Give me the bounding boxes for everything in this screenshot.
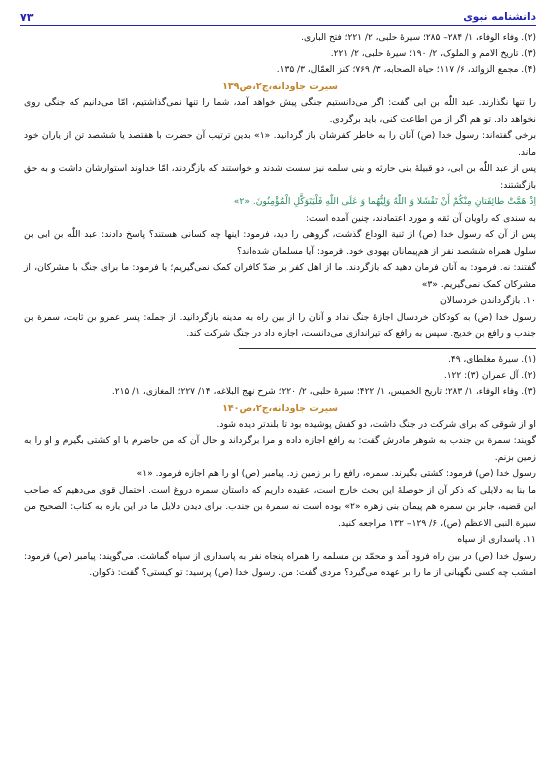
paragraph: پس از عبد اللّٰه بن ابی، دو قبیلهٔ بنی حارثه و بنی سلمه نیز سست شدند و خواستند که بازگردند، امّا خداوند استوارشان داشت و به حق بازگشتند: (24, 163, 536, 191)
header-rule (20, 25, 536, 26)
paragraph: گویند: سمرة بن جندب به شوهر مادرش گفت: به رافع اجازه داده و مرا برگرداند و حال آن که من حاضرم با او کشتی بگیرم و او را به زمین بزنم. (24, 435, 536, 463)
header-title: دانشنامه نبوی (463, 11, 536, 23)
page-body (24, 30, 536, 778)
section-heading: ۱۱. پاسداری از سپاه (457, 534, 536, 545)
page-number: ۷۳ (20, 10, 34, 24)
paragraph: پس از آن که رسول خدا (ص) از ثنیة الوداع گذشت، گروهی را دید، فرمود: اینها چه کسانی هستند؟ پاسخ دادند: عبد اللّٰه بن ابی بن سلول همراه ششصد نفر از هم‌پیمانان یهودی خود. فرمود: آیا مسلمان شده‌اند؟ (24, 229, 536, 257)
section-heading: ۱۰. بازگرداندن خردسالان (440, 295, 536, 306)
paragraph: رسول خدا (ص) فرمود: کشتی بگیرند. سمره، رافع را بر زمین زد. پیامبر (ص) او را هم اجازه فرمود. «۱» (136, 468, 536, 479)
quran-verse: اِذْ هَمَّتْ طائِفَتانِ مِنْکُمْ أَنْ تَفْشَلا وَ اللّٰهُ وَلِیُّهُما وَ عَلَی اللّٰهِ فَلْیَتَوَکَّلِ الْمُؤْمِنُونَ. «۲» (233, 196, 536, 207)
paragraph: رسول خدا (ص) به کودکان خردسال اجازهٔ جنگ نداد و آنان را از بین راه به مدینه بازگردانید. از جمله: پسر عمرو بن ثابت، سمرة بن جندب و رافع بن خدیج. سپس به رافع که تیراندازی می‌دانست، اجازه داد در جنگ شرکت کند. (24, 311, 536, 339)
top-footnote: (۴). مجمع الزوائد، ۶/ ۱۱۷؛ حیاة الصحابه، ۳/ ۷۶۹؛ کنز العمّال، ۳/ ۱۳۵. (276, 65, 536, 75)
footnote: (۲). آل عمران (۳): ۱۲۲. (443, 370, 536, 381)
top-footnote: (۲). وفاء الوفاء، ۱/ ۲۸۴– ۲۸۵؛ سیرهٔ حلبی، ۲/ ۲۲۱؛ فتح الباری. (301, 33, 536, 43)
footnote: (۳). وفاء الوفاء، ۱/ ۲۸۳؛ تاریخ الخمیس، ۱/ ۴۲۲؛ سیرهٔ حلبی، ۲/ ۲۲۰؛ شرح نهج البلاغه، ۱۴/ ۲۲۷؛ المغازی، ۱/ ۲۱۵. (111, 386, 536, 397)
paragraph: رسول خدا (ص) در بین راه فرود آمد و محمّد بن مسلمه را همراه پنجاه نفر به پاسداری از سپاه گماشت. می‌گویند: پیامبر (ص) فرمود: امشب چه کسی نگهبانی از ما را بر عهده می‌گیرد؟ مردی گفت: من. رسول خدا (ص) پرسید: تو کیستی؟ گفت: ذکوان. (24, 550, 536, 578)
paragraph: به سندی که راویان آن ثقه و مورد اعتمادند، چنین آمده است: (305, 212, 536, 224)
source-reference: سیرت جاودانه،ج۲،ص۱۴۰ (222, 402, 338, 414)
source-reference: سیرت جاودانه،ج۲،ص۱۳۹ (222, 81, 338, 92)
paragraph: او از شوقی که برای شرکت در جنگ داشت، دو کفش پوشیده بود تا بلندتر دیده شود. (216, 418, 536, 430)
running-header (20, 8, 536, 26)
top-footnote: (۳). تاریخ الامم و الملوک، ۲/ ۱۹۰؛ سیرهٔ حلبی، ۲/ ۲۲۱. (330, 49, 536, 59)
paragraph: ما بنا به دلایلی که ذکر آن از حوصلهٔ این بحث خارج است، عقیده داریم که داستان سمره دروغ است. احتمال قوی می‌دهیم که صاحب این قضیه، جابر بن سمره هم پیمان بنی زهره «۲» بوده است نه سمرة بن جندب. برای دیدن دلایل ما در این باره به کتاب: الصحیح من سیرة النبی الاعظم (ص)، ۶/ ۱۲۹– ۱۳۲ مراجعه کنید. (24, 484, 536, 529)
paragraph: گفتند: نه. فرمود: به آنان فرمان دهید که بازگردند. ما از اهل کفر بر ضدّ کافران کمک نمی‌گیریم؛ یا فرمود: ما برای جنگ با مشرکان، از مشرکان کمک نمی‌گیریم. «۳» (24, 262, 536, 290)
paragraph: برخی گفته‌اند: رسول خدا (ص) آنان را به خاطر کفرشان باز گردانید. «۱» بدین ترتیب آن حضرت با هفتصد یا ششصد تن از یاران خود ماند. (24, 130, 537, 158)
paragraph: را تنها نگذارند. عبد اللّٰه بن ابی گفت: اگر می‌دانستیم جنگی پیش خواهد آمد، شما را تنها نمی‌گذاشتیم، امّا می‌دانیم که جنگی روی نخواهد داد. تو هم اگر از من اطاعت کنی، باید برگردی. (24, 97, 536, 125)
footnote: (۱). سیرهٔ مغلطای، ۴۹. (447, 354, 536, 365)
footnote-separator (239, 348, 536, 349)
